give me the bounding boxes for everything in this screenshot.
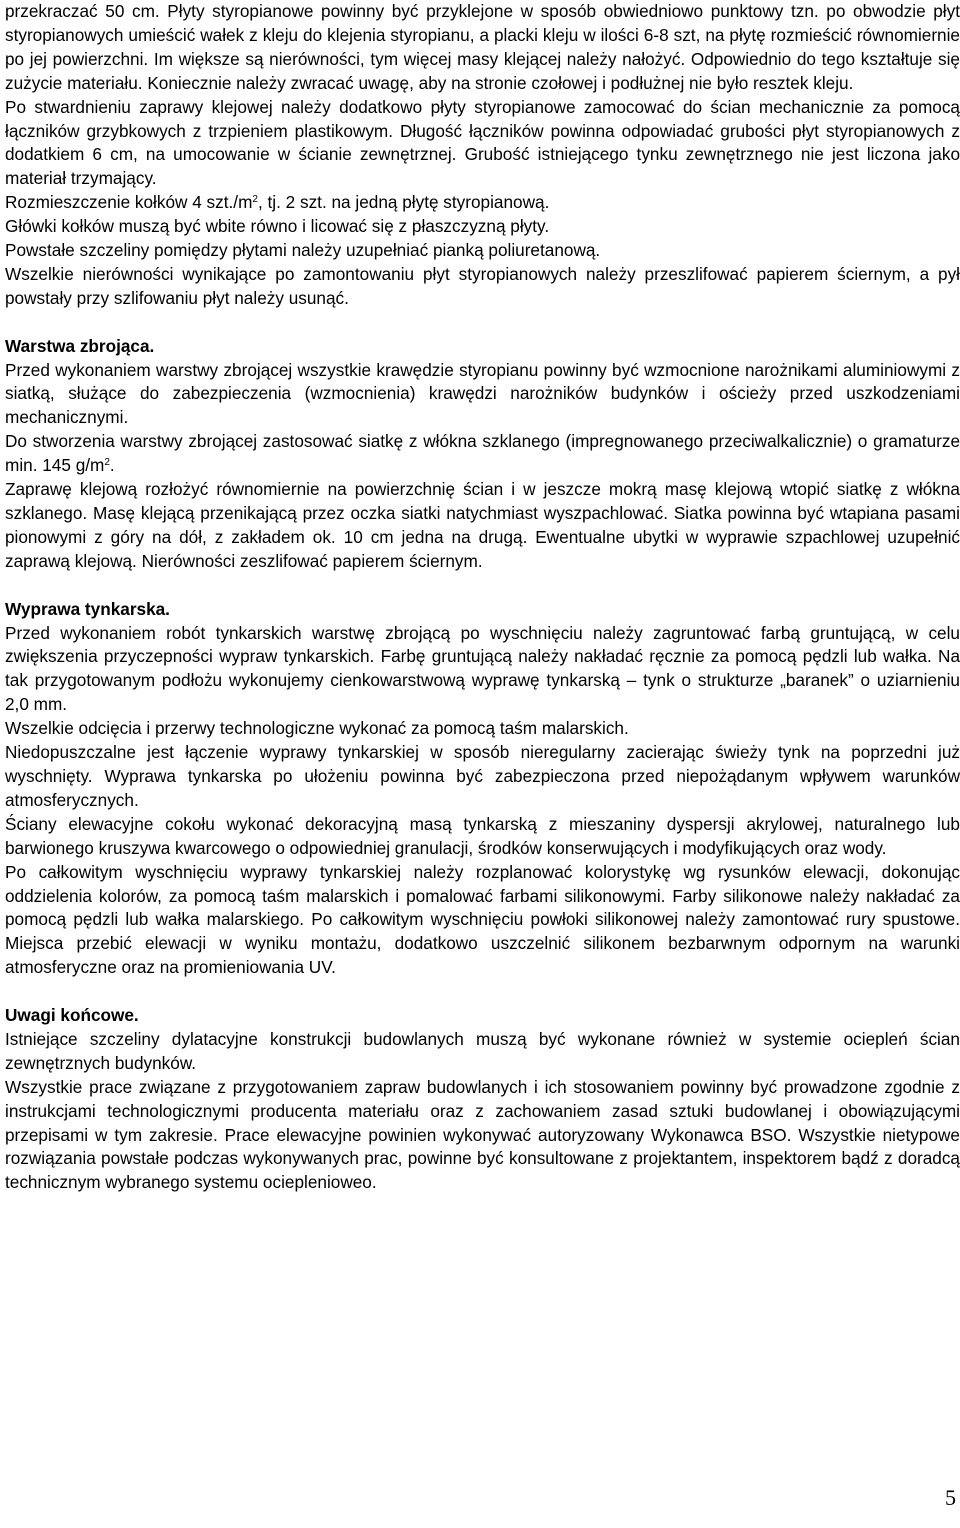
spacer	[5, 574, 960, 598]
document-page	[5, 0, 960, 1195]
paragraph-gaps-foam: Powstałe szczeliny pomiędzy płytami należy uzupełniać pianką poliuretanową.	[5, 240, 601, 261]
paragraph-sanding: Wszelkie nierówności wynikające po zamontowaniu płyt styropianowych należy przeszlifować papierem ściernym, a pył powstały przy szlifowaniu płyt należy usunąć.	[5, 263, 960, 308]
paragraph-plaster-joining: Niedopuszczalne jest łączenie wyprawy tynkarskiej w sposób nieregularny zacierając świeży tynk na poprzedni już wyschnięty. Wyprawa tynkarska po ułożeniu powinna być zabezpieczona przed niepożądanym wpływem warunków atmosferycznych.	[5, 742, 960, 810]
paragraph-general-requirements: Wszystkie prace związane z przygotowaniem zapraw budowlanych i ich stosowaniem powinny być prowadzone zgodnie z instrukcjami technologicznymi producenta materiału oraz z zachowaniem zasad sztuki budowlanej i obowiązującymi przepisami w tym zakresie. Prace elewacyjne powinien wykonywać autoryzowany Wykonawca BSO. Wszystkie nietypowe rozwiązania powstałe podczas wykonywanych prac, powinne być konsultowane z projektantem, inspektorem bądź z doradcą technicznym wybranego systemu ocieplenioweo.	[5, 1076, 960, 1193]
paragraph-mechanical-fixing: Po stwardnieniu zaprawy klejowej należy dodatkowo płyty styropianowe zamocować do ścian mechanicznie za pomocą łączników grzybkowych z trzpieniem plastikowym. Długość łączników powinna odpowiadać grubości płyt styropianowych z dodatkiem 6 cm, na umocowanie w ścianie zewnętrznej. Grubość istniejącego tynku zewnętrznego nie jest liczona jako materiał trzymający.	[5, 96, 960, 189]
paragraph-mesh-embedding: Zaprawę klejową rozłożyć równomiernie na powierzchnię ścian i w jeszcze mokrą masę klejową wtopić siatkę z włókna szklanego. Masę klejącą przenikającą przez oczka siatki natychmiast wyszpachlować. Siatka powinna być wtapiana pasami pionowymi z góry na dół, z zakładem ok. 10 cm jedna na drugą. Ewentualne ubytki w wyprawie szpachlowej uzupełnić zaprawą klejową. Nierówności zeszlifować papierem ściernym.	[5, 479, 960, 571]
paragraph-expansion-joints: Istniejące szczeliny dylatacyjne konstrukcji budowlanych muszą być wykonane również w systemie ociepleń ścian zewnętrznych budynków.	[5, 1028, 960, 1073]
paragraph-masking-tape: Wszelkie odcięcia i przerwy technologiczne wykonać za pomocą taśm malarskich.	[5, 718, 629, 739]
paragraph-corner-profiles: Przed wykonaniem warstwy zbrojącej wszystkie krawędzie styropianu powinny być wzmocnione narożnikami aluminiowymi z siatką, służące do zabezpieczenia (wzmocnienia) krawędzi narożników budynków i ościeży przed uszkodzeniami mechanicznymi.	[5, 359, 960, 428]
section-heading-reinforcement: Warstwa zbrojąca.	[5, 335, 155, 356]
paragraph-priming: Przed wykonaniem robót tynkarskich warstwę zbrojącą po wyschnięciu należy zagruntować farbą gruntującą, w celu zwiększenia przyczepności wypraw tynkarskich. Farbę gruntującą należy nakładać ręcznie za pomocą pędzli lub wałka. Na tak przygotowanym podłożu wykonujemy cienkowarstwową wyprawę tynkarską – tynk o strukturze „baranek” o uziarnieniu 2,0 mm.	[5, 622, 960, 715]
paragraph-plinth-walls: Ściany elewacyjne cokołu wykonać dekoracyjną masą tynkarską z mieszaniny dyspersji akrylowej, naturalnego lub barwionego kruszywa kwarcowego o odpowiedniej granulacji, środków konserwujących i modyfikujących oraz wody.	[5, 813, 960, 858]
spacer	[5, 980, 960, 1004]
paragraph-anchor-heads: Główki kołków muszą być wbite równo i licować się z płaszczyzną płyty.	[5, 216, 550, 237]
spacer	[5, 311, 960, 335]
paragraph-glass-mesh: Do stworzenia warstwy zbrojącej zastosować siatkę z włókna szklanego (impregnowanego przeciwalkalicznie) o gramaturze min. 145 $g/m^2$.	[5, 431, 960, 476]
paragraph-adhesive-application: przekraczać 50 cm. Płyty styropianowe powinny być przyklejone w sposób obwiedniowo punktowy tzn. po obwodzie płyt styropianowych umieścić wałek z kleju do klejenia styropianu, a placki kleju w ilości 6-8 szt, na płytę rozmieścić równomiernie po jej powierzchni. Im większe są nierówności, tym więcej masy klejącej należy nałożyć. Odpowiednio do tego kształtuje się zużycie materiału. Koniecznie należy zwracać uwagę, aby na stronie czołowej i podłużnej nie było resztek kleju.	[5, 1, 960, 93]
page-number: 5	[945, 1485, 956, 1510]
section-heading-plaster: Wyprawa tynkarska.	[5, 598, 170, 619]
paragraph-silicone-paint: Po całkowitym wyschnięciu wyprawy tynkarskiej należy rozplanować kolorystykę wg rysunków elewacji, dokonując oddzielenia kolorów, za pomocą taśm malarskich i pomalować farbami silikonowymi. Farby silikonowe należy nakładać za pomocą pędzli lub wałka malarskiego. Po całkowitym wyschnięciu powłoki silikonowej należy zamontować rury spustowe. Miejsca przebić elewacji w wyniku montażu, dodatkowo uszczelnić silikonem bezbarwnym odpornym na warunki atmosferyczne oraz na promieniowania UV.	[5, 861, 960, 978]
section-heading-final-remarks: Uwagi końcowe.	[5, 1005, 139, 1026]
paragraph-anchor-spacing: Rozmieszczenie kołków 4 $szt./m^2$, tj. 2 szt. na jedną płytę styropianową.	[5, 192, 550, 213]
